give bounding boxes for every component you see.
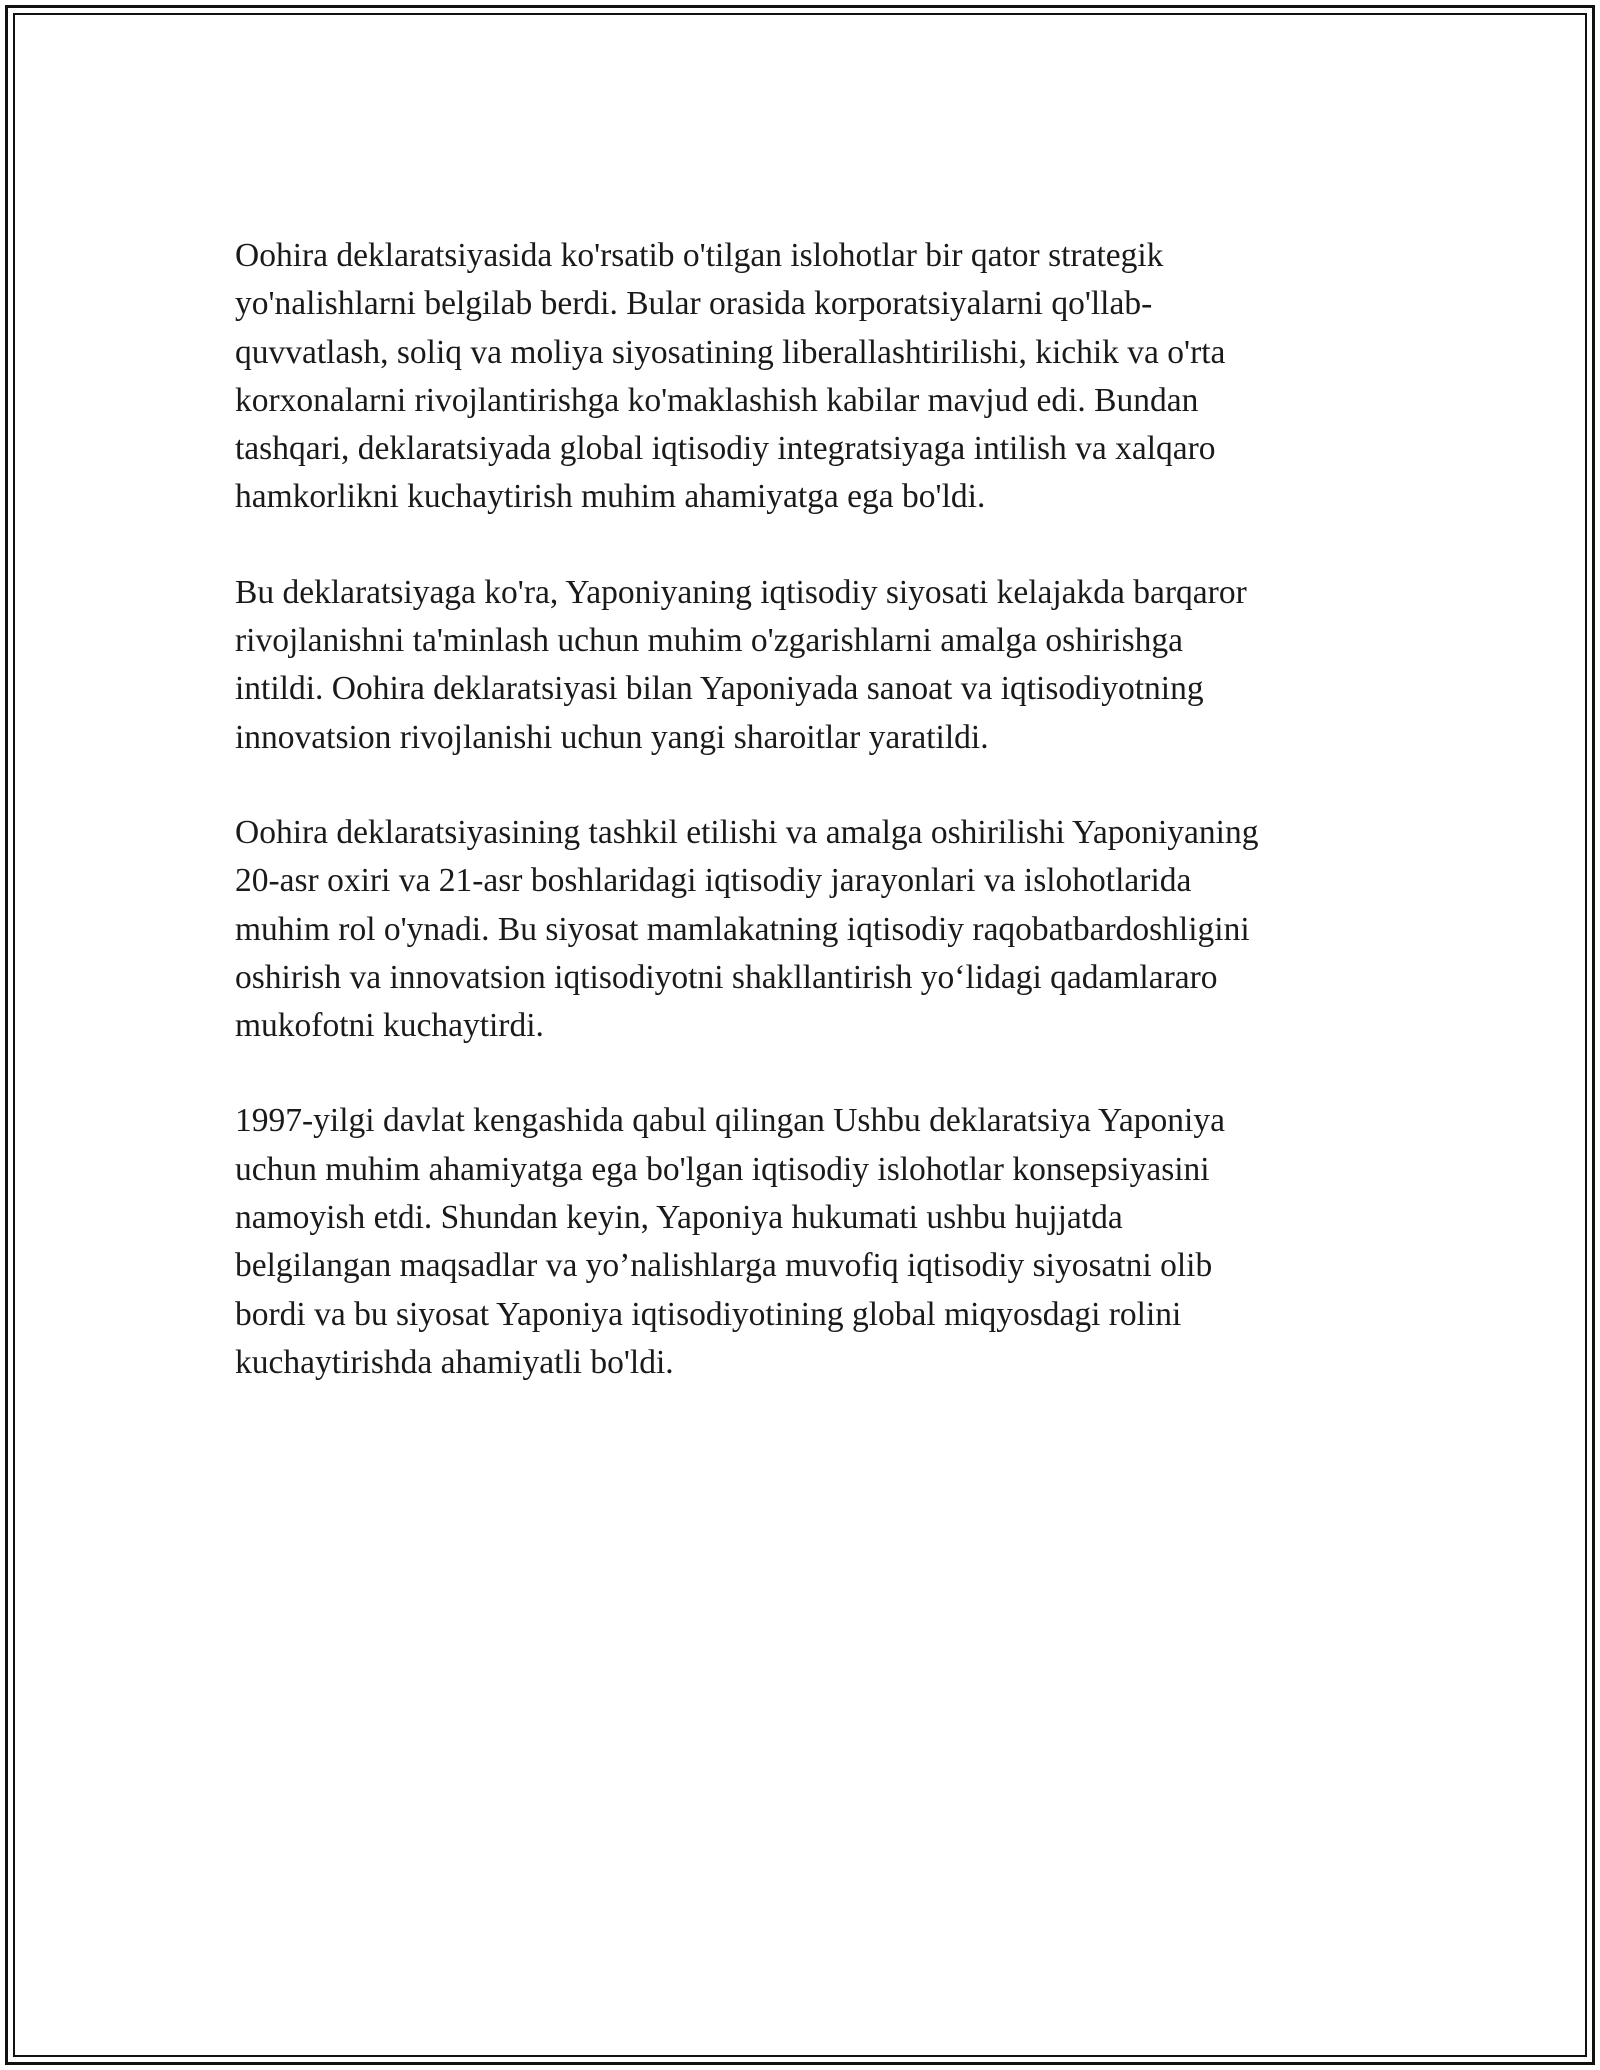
text-line: mukofotni kuchaytirdi. xyxy=(235,1007,544,1045)
paragraph-2 xyxy=(235,569,1375,762)
text-line: quvvatlash, soliq va moliya siyosatining liberallashtirilishi, kichik va o'rta xyxy=(235,333,1226,371)
text-line: tashqari, deklaratsiyada global iqtisodiy integratsiyaga intilish va xalqaro xyxy=(235,430,1216,468)
text-line: rivojlanishni ta'minlash uchun muhim o'zgarishlarni amalga oshirishga xyxy=(235,622,1184,660)
text-line: intildi. Oohira deklaratsiyasi bilan Yaponiyada sanoat va iqtisodiyotning xyxy=(235,670,1204,708)
paragraph-4 xyxy=(235,1097,1375,1387)
paragraph-3 xyxy=(235,809,1375,1050)
text-line: bordi va bu siyosat Yaponiya iqtisodiyotining global miqyosdagi rolini xyxy=(235,1295,1182,1333)
text-line: innovatsion rivojlanishi uchun yangi sharoitlar yaratildi. xyxy=(235,718,989,756)
text-line: Bu deklaratsiyaga ko'ra, Yaponiyaning iqtisodiy siyosati kelajakda barqaror xyxy=(235,573,1247,611)
text-line: 1997-yilgi davlat kengashida qabul qilingan Ushbu deklaratsiya Yaponiya xyxy=(235,1102,1225,1140)
text-line: yo'nalishlarni belgilab berdi. Bular orasida korporatsiyalarni qo'llab- xyxy=(235,285,1153,323)
text-line: Oohira deklaratsiyasining tashkil etilishi va amalga oshirilishi Yaponiyaning xyxy=(235,813,1259,851)
text-line: oshirish va innovatsion iqtisodiyotni shakllantirish yo‘lidagi qadamlararo xyxy=(235,958,1218,996)
text-line: Oohira deklaratsiyasida ko'rsatib o'tilgan islohotlar bir qator strategik xyxy=(235,237,1164,274)
text-line: 20-asr oxiri va 21-asr boshlaridagi iqtisodiy jarayonlari va islohotlarida xyxy=(235,862,1192,900)
text-line: belgilangan maqsadlar va yo’nalishlarga muvofiq iqtisodiy siyosatni olib xyxy=(235,1247,1213,1285)
text-line: namoyish etdi. Shundan keyin, Yaponiya hukumati ushbu hujjatda xyxy=(235,1199,1123,1237)
text-line: uchun muhim ahamiyatga ega bo'lgan iqtisodiy islohotlar konsepsiyasini xyxy=(235,1150,1210,1188)
text-line: kuchaytirishda ahamiyatli bo'ldi. xyxy=(235,1343,674,1381)
document-body xyxy=(235,232,1375,1434)
text-line: muhim rol o'ynadi. Bu siyosat mamlakatning iqtisodiy raqobatbardoshligini xyxy=(235,910,1250,948)
paragraph-1 xyxy=(235,232,1375,522)
text-line: hamkorlikni kuchaytirish muhim ahamiyatga ega bo'ldi. xyxy=(235,478,986,516)
text-line: korxonalarni rivojlantirishga ko'maklashish kabilar mavjud edi. Bundan xyxy=(235,381,1199,419)
